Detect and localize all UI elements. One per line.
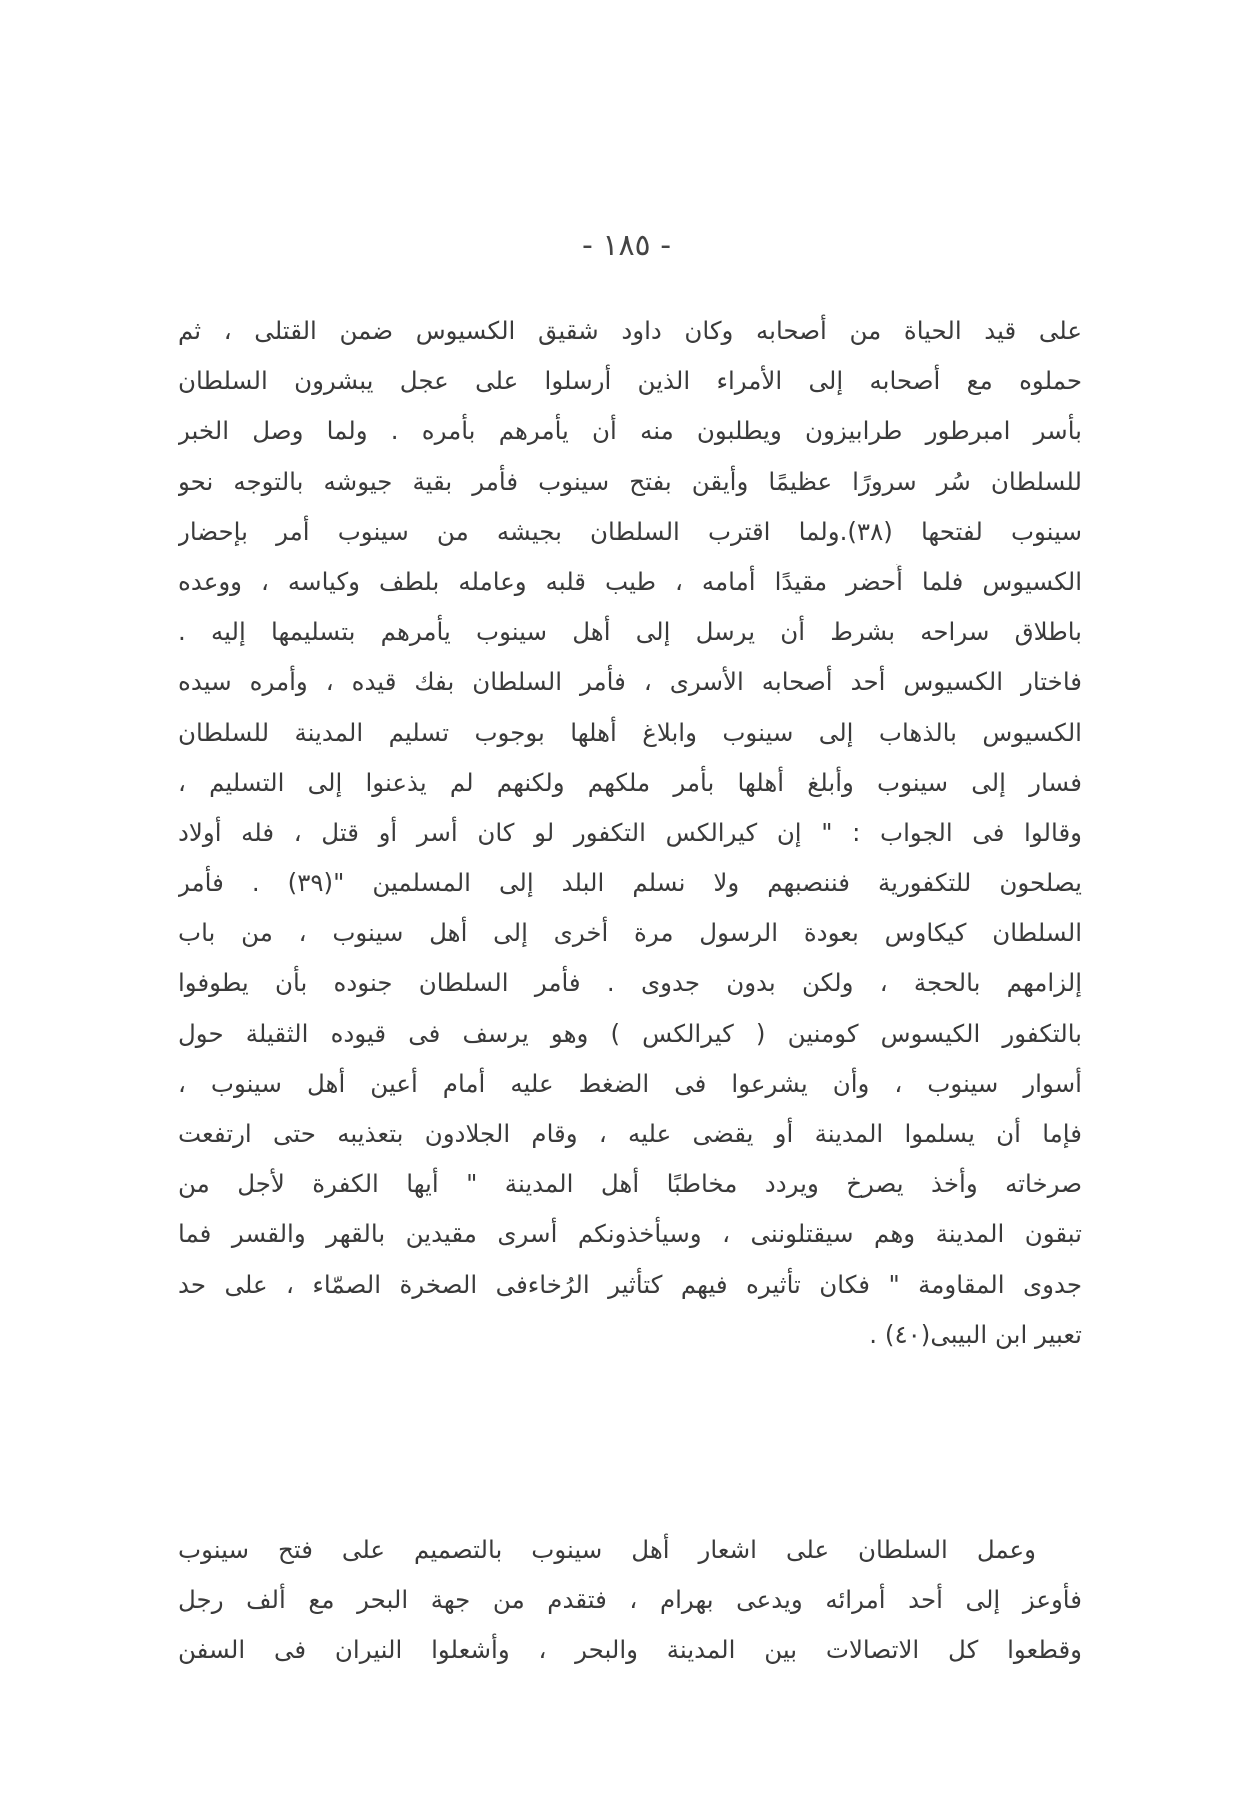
text-line: باطلاق سراحه بشرط أن يرسل إلى أهل سينوب يأمرهم بتسليمها إليه . <box>178 617 1082 647</box>
text-line: فإما أن يسلموا المدينة أو يقضى عليه ، وقام الجلادون بتعذيبه حتى ارتفعت <box>178 1119 1082 1148</box>
paragraph-1 <box>178 313 1082 1367</box>
page-number: - ١٨٥ - <box>581 228 672 263</box>
text-line: السلطان كيكاوس بعودة الرسول مرة أخرى إلى أهل سينوب ، من باب <box>178 918 1082 948</box>
text-line: الكسيوس بالذهاب إلى سينوب وابلاغ أهلها بوجوب تسليم المدينة للسلطان <box>178 717 1082 747</box>
text-line: على قيد الحياة من أصحابه وكان داود شقيق الكسيوس ضمن القتلى ، ثم <box>178 316 1082 345</box>
text-line: أسوار سينوب ، وأن يشرعوا فى الضغط عليه أمام أعين أهل سينوب ، <box>178 1068 1082 1098</box>
text-line: جدوى المقاومة " فكان تأثيره فيهم كتأثير الرُخاءفى الصخرة الصمّاء ، على حد <box>178 1269 1082 1299</box>
text-line: حملوه مع أصحابه إلى الأمراء الذين أرسلوا على عجل يبشرون السلطان <box>178 366 1082 396</box>
paragraph-2 <box>178 1532 1082 1683</box>
text-line: وقالوا فى الجواب : " إن كيرالكس التكفور لو كان أسر أو قتل ، فله أولاد <box>178 817 1082 847</box>
text-line: إلزامهم بالحجة ، ولكن بدون جدوى . فأمر السلطان جنوده بأن يطوفوا <box>178 968 1082 998</box>
text-line: الكسيوس فلما أُحضر مقيدًا أمامه ، طيب قلبه وعامله بلطف وكياسه ، ووعده <box>178 566 1082 596</box>
text-line: تعبير ابن البيبى(٤٠) . <box>869 1319 1082 1349</box>
text-line: وقطعوا كل الاتصالات بين المدينة والبحر ، وأشعلوا النيران فى السفن <box>178 1635 1082 1665</box>
text-line: فسار إلى سينوب وأبلغ أهلها بأمر ملكهم ولكنهم لم يذعنوا إلى التسليم ، <box>178 767 1082 797</box>
text-line: تبقون المدينة وهم سيقتلوننى ، وسيأخذونكم أسرى مقيدين بالقهر والقسر فما <box>178 1219 1082 1249</box>
text-line: للسلطان سُر سرورًا عظيمًا وأيقن بفتح سينوب فأمر بقية جيوشه بالتوجه نحو <box>178 466 1082 496</box>
text-line: فأوعز إلى أحد أمرائه ويدعى بهرام ، فتقدم من جهة البحر مع ألف رجل <box>178 1585 1082 1615</box>
text-line: فاختار الكسيوس أحد أصحابه الأسرى ، فأمر السلطان بفك قيده ، وأمره سيده <box>178 667 1082 697</box>
text-line: سينوب لفتحها (٣٨).ولما اقترب السلطان بجيشه من سينوب أمر بإحضار <box>178 516 1082 546</box>
text-line: صرخاته وأخذ يصرخ ويردد مخاطبًا أهل المدينة " أيها الكفرة لأجل من <box>178 1169 1082 1199</box>
text-line: وعمل السلطان على اشعار أهل سينوب بالتصميم على فتح سينوب <box>178 1535 1036 1564</box>
text-line: بالتكفور الكيسوس كومنين ( كيرالكس ) وهو يرسف فى قيوده الثقيلة حول <box>178 1018 1082 1048</box>
text-line: يصلحون للتكفورية فننصبهم ولا نسلم البلد إلى المسلمين "(٣٩) . فأمر <box>178 868 1082 898</box>
text-line: بأسر امبرطور طرابيزون ويطلبون منه أن يأمرهم بأمره . ولما وصل الخبر <box>178 416 1082 446</box>
